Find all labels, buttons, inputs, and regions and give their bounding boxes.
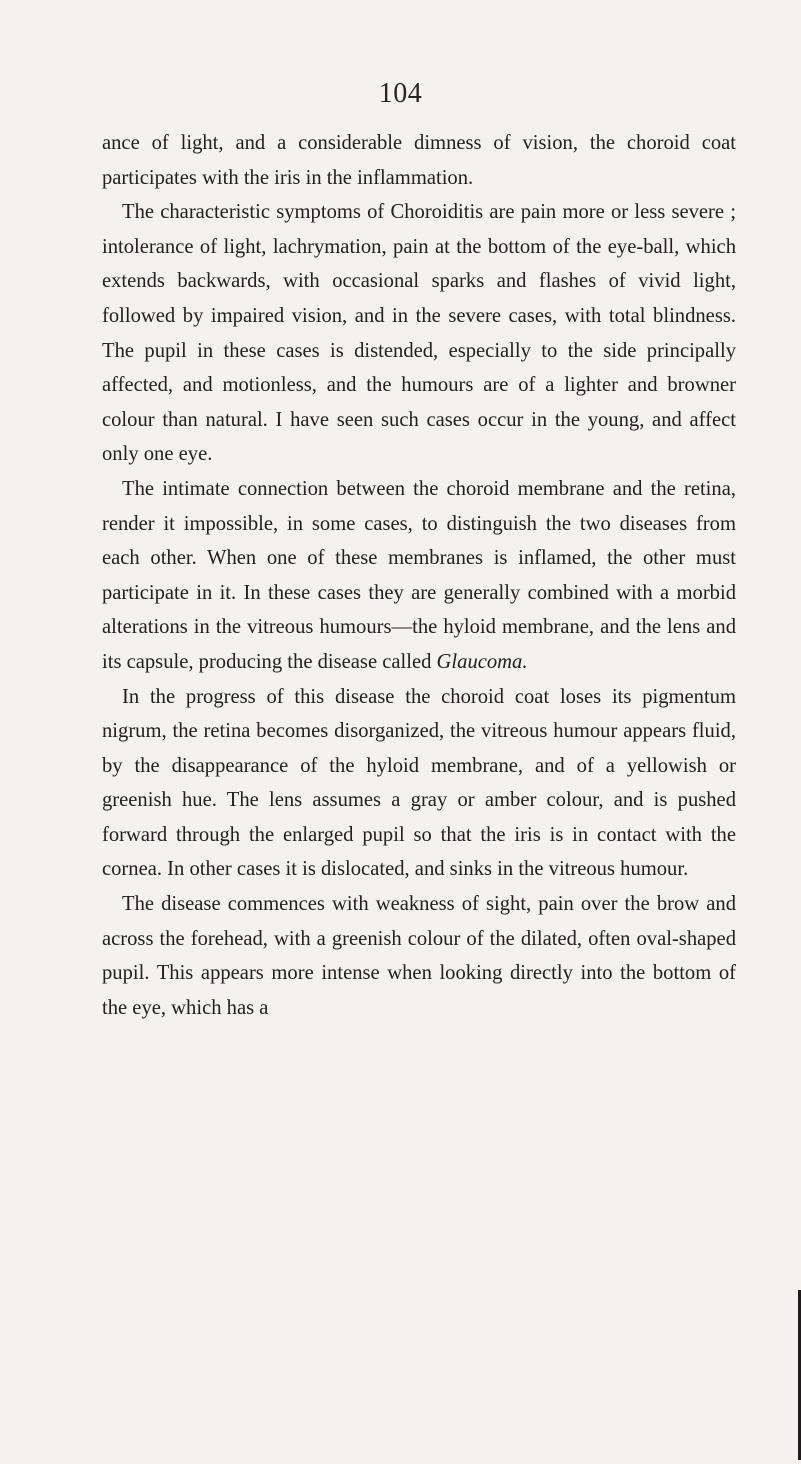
page-number: 104 <box>378 78 423 109</box>
paragraph-1: ance of light, and a considerable dimness of vision, the choroid coat participates with the iris in the inflammation. <box>102 132 736 189</box>
paragraph-3 <box>102 472 736 680</box>
paragraph-4: In the progress of this disease the choroid coat loses its pigmentum nigrum, the retina becomes disorganized, the vitreous humour appears fluid, by the disappearance of the hyloid membrane, and of a yellowish or greenish hue. The lens assumes a gray or amber colour, and is pushed forward through the enlarged pupil so that the iris is in contact with the cornea. In other cases it is dislocated, and sinks in the vitreous humour. <box>102 685 736 881</box>
paragraph-2: The characteristic symptoms of Choroiditis are pain more or less severe ; intolerance of light, lachrymation, pain at the bottom of the eye-ball, which extends backwards, with occasional sparks and flashes of vivid light, followed by impaired vision, and in the severe cases, with total blindness. The pupil in these cases is distended, especially to the side principally affected, and motionless, and the humours are of a lighter and browner colour than natural. I have seen such cases occur in the young, and affect only one eye. <box>102 201 736 466</box>
glaucoma-term: Glaucoma. <box>436 650 528 673</box>
body-text <box>102 126 736 1025</box>
paragraph-3-text: The intimate connection between the choroid membrane and the retina, render it impossible, in some cases, to distinguish the two diseases from each other. When one of these membranes is inflamed, the other must participate in it. In these cases they are generally combined with a morbid alterations in the vitreous humours—the hyloid membrane, and the lens and its capsule, producing the disease called <box>102 477 736 673</box>
paragraph-5: The disease commences with weakness of sight, pain over the brow and across the forehead, with a greenish colour of the dilated, often oval-shaped pupil. This appears more intense when looking directly into the bottom of the eye, which has a <box>102 893 736 1019</box>
